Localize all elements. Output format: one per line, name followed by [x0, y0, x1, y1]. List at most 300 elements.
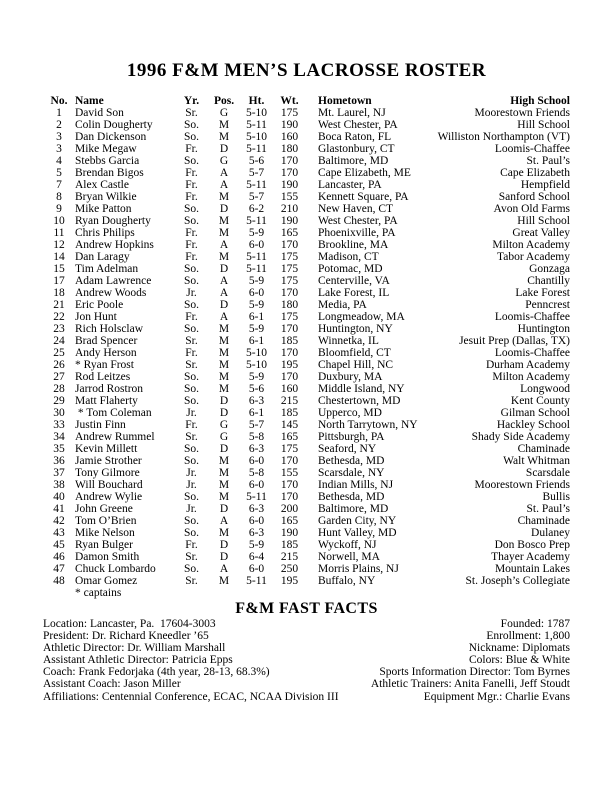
cell-no: 1 — [56, 107, 62, 119]
table-row — [43, 323, 570, 335]
cell-name: Will Bouchard — [75, 479, 143, 491]
cell-no: 17 — [53, 275, 65, 287]
cell-home: Chapel Hill, NC — [318, 359, 394, 371]
cell-name: Colin Dougherty — [75, 119, 153, 131]
cell-home: Longmeadow, MA — [318, 311, 405, 323]
cell-name: Damon Smith — [75, 551, 140, 563]
cell-yr: Sr. — [185, 335, 198, 347]
cell-name: Dan Laragy — [75, 251, 130, 263]
cell-pos: A — [219, 515, 229, 527]
table-row — [43, 539, 570, 551]
cell-hs: Loomis-Chaffee — [494, 311, 570, 323]
table-row — [43, 407, 570, 419]
cell-ht: 6-0 — [248, 515, 265, 527]
cell-name: Chris Philips — [75, 227, 135, 239]
cell-hs: Scarsdale — [525, 467, 570, 479]
table-row — [43, 563, 570, 575]
cell-yr: Sr. — [185, 107, 198, 119]
cell-pos: M — [218, 527, 230, 539]
cell-pos: M — [218, 335, 230, 347]
table-row — [43, 287, 570, 299]
cell-ht: 6-0 — [248, 287, 265, 299]
cell-no: 41 — [53, 503, 65, 515]
cell-no: 3 — [56, 131, 62, 143]
cell-no: 29 — [53, 395, 65, 407]
cell-home: Bethesda, MD — [318, 455, 385, 467]
cell-yr: So. — [183, 371, 200, 383]
cell-pos: A — [219, 275, 229, 287]
cell-wt: 155 — [280, 191, 299, 203]
cell-name: Tony Gilmore — [75, 467, 140, 479]
cell-yr: So. — [183, 119, 200, 131]
header-cell-pos: Pos. — [213, 95, 235, 107]
table-row — [43, 371, 570, 383]
cell-name: Andrew Woods — [75, 287, 147, 299]
cell-name: Rod Leitzes — [75, 371, 131, 383]
cell-ht: 5-6 — [248, 155, 265, 167]
cell-no: 48 — [53, 575, 65, 587]
cell-wt: 185 — [280, 407, 299, 419]
table-row — [43, 527, 570, 539]
cell-ht: 5-10 — [245, 347, 268, 359]
cell-name: Dan Dickenson — [75, 131, 147, 143]
table-row — [43, 335, 570, 347]
table-row — [43, 119, 570, 131]
cell-yr: Jr. — [186, 503, 197, 515]
cell-pos: A — [219, 179, 229, 191]
cell-wt: 185 — [280, 335, 299, 347]
cell-no: 42 — [53, 515, 65, 527]
table-header — [43, 95, 570, 107]
cell-yr: Sr. — [185, 431, 198, 443]
cell-wt: 200 — [280, 503, 299, 515]
cell-home: Winnetka, IL — [318, 335, 379, 347]
cell-wt: 175 — [280, 263, 299, 275]
cell-wt: 195 — [280, 359, 299, 371]
cell-yr: So. — [183, 263, 200, 275]
fast-facts-line — [43, 642, 570, 654]
cell-hs: Milton Academy — [492, 239, 570, 251]
cell-pos: M — [218, 215, 230, 227]
cell-no: 37 — [53, 467, 65, 479]
cell-pos: G — [219, 155, 229, 167]
cell-no: 26 — [53, 359, 65, 371]
cell-no: 23 — [53, 323, 65, 335]
table-row — [43, 263, 570, 275]
cell-yr: Sr. — [185, 575, 198, 587]
table-row — [43, 443, 570, 455]
cell-pos: A — [219, 239, 229, 251]
cell-no: 27 — [53, 371, 65, 383]
cell-hs: Great Valley — [512, 227, 570, 239]
cell-ht: 5-11 — [246, 263, 267, 275]
cell-pos: G — [219, 419, 229, 431]
cell-no: 9 — [56, 203, 62, 215]
cell-name: Andy Herson — [75, 347, 137, 359]
cell-pos: M — [218, 371, 230, 383]
cell-no: 47 — [53, 563, 65, 575]
cell-yr: So. — [183, 515, 200, 527]
table-row — [43, 251, 570, 263]
cell-wt: 170 — [280, 239, 299, 251]
cell-ht: 5-10 — [245, 107, 268, 119]
cell-hs: Hackley School — [496, 419, 570, 431]
cell-wt: 170 — [280, 287, 299, 299]
cell-ht: 5-11 — [246, 575, 267, 587]
cell-name: * Ryan Frost — [75, 359, 134, 371]
cell-no: 14 — [53, 251, 65, 263]
cell-name: Brendan Bigos — [75, 167, 144, 179]
cell-hs: Durham Academy — [486, 359, 570, 371]
cell-hs: Huntington — [517, 323, 570, 335]
cell-hs: Loomis-Chaffee — [494, 347, 570, 359]
cell-no: 28 — [53, 383, 65, 395]
fast-fact-right: Enrollment: 1,800 — [486, 630, 570, 643]
cell-pos: D — [219, 443, 229, 455]
captains-footnote: * captains — [75, 587, 122, 599]
cell-ht: 6-0 — [248, 479, 265, 491]
cell-pos: A — [219, 287, 229, 299]
cell-yr: Fr. — [185, 191, 198, 203]
fast-fact-right: Nickname: Diplomats — [468, 642, 570, 655]
header-cell-yr: Yr. — [183, 95, 200, 107]
cell-yr: So. — [183, 131, 200, 143]
cell-hs: Hill School — [517, 119, 570, 131]
cell-yr: Jr. — [186, 287, 197, 299]
cell-ht: 5-11 — [246, 215, 267, 227]
cell-ht: 5-11 — [246, 119, 267, 131]
cell-name: Ryan Dougherty — [75, 215, 151, 227]
cell-ht: 5-9 — [248, 275, 265, 287]
cell-hs: St. Joseph’s Collegiate — [465, 575, 570, 587]
cell-home: Middle Island, NY — [318, 383, 405, 395]
table-row — [43, 167, 570, 179]
cell-name: Justin Finn — [75, 419, 126, 431]
header-cell-ht: Ht. — [248, 95, 265, 107]
cell-ht: 5-11 — [246, 143, 267, 155]
cell-yr: Fr. — [185, 167, 198, 179]
cell-name: Bryan Wilkie — [75, 191, 137, 203]
cell-no: 10 — [53, 215, 65, 227]
cell-yr: Fr. — [185, 143, 198, 155]
cell-hs: Dulaney — [531, 527, 570, 539]
cell-hs: Kent County — [510, 395, 570, 407]
cell-hs: Williston Northampton (VT) — [437, 131, 570, 143]
cell-wt: 190 — [280, 527, 299, 539]
cell-no: 18 — [53, 287, 65, 299]
table-row — [43, 515, 570, 527]
cell-yr: Sr. — [185, 551, 198, 563]
cell-name: Andrew Rummel — [75, 431, 155, 443]
cell-yr: Fr. — [185, 239, 198, 251]
cell-home: Boca Raton, FL — [318, 131, 392, 143]
table-row — [43, 479, 570, 491]
cell-ht: 6-3 — [248, 527, 265, 539]
cell-home: Pittsburgh, PA — [318, 431, 385, 443]
cell-name: Stebbs Garcia — [75, 155, 140, 167]
cell-pos: D — [219, 143, 229, 155]
cell-wt: 190 — [280, 179, 299, 191]
cell-home: Scarsdale, NY — [318, 467, 385, 479]
cell-ht: 6-3 — [248, 395, 265, 407]
cell-ht: 5-7 — [248, 191, 265, 203]
cell-hs: Loomis-Chaffee — [494, 143, 570, 155]
cell-pos: M — [218, 383, 230, 395]
cell-hs: Tabor Academy — [497, 251, 570, 263]
cell-pos: M — [218, 347, 230, 359]
cell-yr: So. — [183, 203, 200, 215]
table-row — [43, 203, 570, 215]
cell-pos: G — [219, 431, 229, 443]
cell-pos: D — [219, 263, 229, 275]
cell-wt: 170 — [280, 455, 299, 467]
table-row — [43, 155, 570, 167]
fast-fact-right: Sports Information Director: Tom Byrnes — [379, 666, 570, 679]
cell-home: Huntington, NY — [318, 323, 393, 335]
fast-facts-line — [43, 666, 570, 678]
table-row — [43, 143, 570, 155]
cell-home: Cape Elizabeth, ME — [318, 167, 411, 179]
cell-home: Bethesda, MD — [318, 491, 385, 503]
fast-facts-line — [43, 654, 570, 666]
cell-hs: Shady Side Academy — [471, 431, 570, 443]
cell-wt: 155 — [280, 467, 299, 479]
cell-home: Chestertown, MD — [318, 395, 401, 407]
cell-no: 2 — [56, 119, 62, 131]
header-cell-no: No. — [50, 95, 68, 107]
cell-ht: 6-3 — [248, 503, 265, 515]
cell-ht: 5-9 — [248, 539, 265, 551]
page-title: 1996 F&M MEN’S LACROSSE ROSTER — [126, 60, 487, 81]
cell-ht: 5-7 — [248, 167, 265, 179]
fast-facts-line — [43, 691, 570, 703]
cell-ht: 5-10 — [245, 359, 268, 371]
cell-wt: 160 — [280, 131, 299, 143]
cell-ht: 5-9 — [248, 371, 265, 383]
cell-name: Adam Lawrence — [75, 275, 152, 287]
table-row — [43, 179, 570, 191]
cell-name: Kevin Millett — [75, 443, 138, 455]
cell-no: 45 — [53, 539, 65, 551]
cell-hs: Mountain Lakes — [494, 563, 570, 575]
fast-fact-right: Founded: 1787 — [500, 618, 570, 630]
cell-yr: So. — [183, 527, 200, 539]
fast-fact-right: Colors: Blue & White — [468, 654, 570, 667]
cell-home: Indian Mills, NJ — [318, 479, 394, 491]
cell-no: 43 — [53, 527, 65, 539]
cell-yr: So. — [183, 323, 200, 335]
cell-hs: Hempfield — [520, 179, 570, 191]
cell-wt: 170 — [280, 167, 299, 179]
cell-pos: D — [219, 407, 229, 419]
table-row — [43, 395, 570, 407]
cell-no: 21 — [53, 299, 65, 311]
cell-home: Baltimore, MD — [318, 155, 389, 167]
cell-ht: 6-3 — [248, 443, 265, 455]
cell-name: Andrew Wylie — [75, 491, 143, 503]
cell-no: 12 — [53, 239, 65, 251]
cell-yr: So. — [183, 395, 200, 407]
cell-yr: So. — [183, 155, 200, 167]
cell-name: Tom O’Brien — [75, 515, 137, 527]
cell-no: 30 — [53, 407, 65, 419]
table-row — [43, 455, 570, 467]
table-row — [43, 131, 570, 143]
cell-home: Lancaster, PA — [318, 179, 382, 191]
header-cell-wt: Wt. — [280, 95, 299, 107]
cell-ht: 5-8 — [248, 431, 265, 443]
cell-home: West Chester, PA — [318, 119, 398, 131]
cell-pos: M — [218, 455, 230, 467]
cell-hs: Milton Academy — [492, 371, 570, 383]
roster-table — [43, 95, 570, 599]
cell-wt: 175 — [280, 311, 299, 323]
cell-pos: M — [218, 131, 230, 143]
cell-hs: Cape Elizabeth — [500, 167, 570, 179]
cell-ht: 5-9 — [248, 227, 265, 239]
cell-home: Morris Plains, NJ — [318, 563, 399, 575]
table-row — [43, 491, 570, 503]
cell-yr: Fr. — [185, 419, 198, 431]
cell-wt: 180 — [280, 299, 299, 311]
cell-hs: Chaminade — [517, 443, 570, 455]
cell-yr: Fr. — [185, 227, 198, 239]
cell-no: 8 — [56, 191, 62, 203]
cell-pos: A — [219, 563, 229, 575]
cell-pos: A — [219, 311, 229, 323]
cell-no: 4 — [56, 155, 62, 167]
cell-home: Kennett Square, PA — [318, 191, 409, 203]
header-cell-hs: High School — [510, 95, 570, 107]
cell-hs: Don Bosco Prep — [494, 539, 570, 551]
cell-name: Mike Patton — [75, 203, 132, 215]
cell-wt: 165 — [280, 515, 299, 527]
table-row — [43, 107, 570, 119]
cell-pos: M — [218, 491, 230, 503]
cell-no: 33 — [53, 419, 65, 431]
cell-pos: D — [219, 299, 229, 311]
fast-facts-line — [43, 630, 570, 642]
cell-name: David Son — [75, 107, 124, 119]
cell-ht: 6-1 — [248, 407, 265, 419]
cell-no: 36 — [53, 455, 65, 467]
cell-home: Potomac, MD — [318, 263, 383, 275]
cell-ht: 6-4 — [248, 551, 265, 563]
cell-wt: 175 — [280, 443, 299, 455]
fast-fact-left: President: Dr. Richard Kneedler ’65 — [43, 630, 209, 643]
cell-wt: 175 — [280, 275, 299, 287]
cell-home: Mt. Laurel, NJ — [318, 107, 386, 119]
cell-name: * Tom Coleman — [75, 407, 152, 419]
table-row — [43, 227, 570, 239]
cell-hs: Hill School — [517, 215, 570, 227]
cell-yr: Fr. — [185, 311, 198, 323]
table-row — [43, 467, 570, 479]
cell-ht: 5-6 — [248, 383, 265, 395]
cell-wt: 190 — [280, 215, 299, 227]
cell-ht: 5-9 — [248, 323, 265, 335]
cell-no: 15 — [53, 263, 65, 275]
cell-wt: 215 — [280, 395, 299, 407]
cell-yr: Fr. — [185, 251, 198, 263]
cell-name: Alex Castle — [75, 179, 129, 191]
cell-pos: M — [218, 359, 230, 371]
cell-home: Norwell, MA — [318, 551, 380, 563]
fast-fact-left: Assistant Coach: Jason Miller — [43, 678, 181, 691]
cell-ht: 6-1 — [248, 311, 265, 323]
cell-yr: So. — [183, 299, 200, 311]
cell-wt: 170 — [280, 371, 299, 383]
cell-pos: M — [218, 251, 230, 263]
cell-home: Hunt Valley, MD — [318, 527, 397, 539]
cell-home: Media, PA — [318, 299, 367, 311]
cell-name: Tim Adelman — [75, 263, 139, 275]
fast-fact-left: Assistant Athletic Director: Patricia Epps — [43, 654, 233, 667]
cell-home: Duxbury, MA — [318, 371, 383, 383]
header-cell-home: Hometown — [318, 95, 372, 107]
cell-yr: So. — [183, 383, 200, 395]
cell-pos: A — [219, 167, 229, 179]
cell-ht: 5-7 — [248, 419, 265, 431]
cell-hs: Bullis — [542, 491, 570, 503]
cell-ht: 5-11 — [246, 251, 267, 263]
cell-home: Centerville, VA — [318, 275, 390, 287]
cell-name: Ryan Bulger — [75, 539, 133, 551]
cell-name: Brad Spencer — [75, 335, 138, 347]
cell-name: Jon Hunt — [75, 311, 117, 323]
cell-yr: Fr. — [185, 539, 198, 551]
cell-hs: St. Paul’s — [526, 503, 570, 515]
cell-pos: D — [219, 503, 229, 515]
cell-hs: Jesuit Prep (Dallas, TX) — [459, 335, 570, 347]
table-row — [43, 431, 570, 443]
table-row — [43, 191, 570, 203]
cell-yr: So. — [183, 443, 200, 455]
fast-fact-left: Location: Lancaster, Pa. 17604-3003 — [43, 618, 216, 630]
cell-no: 3 — [56, 143, 62, 155]
table-row — [43, 239, 570, 251]
cell-name: Chuck Lombardo — [75, 563, 156, 575]
fast-fact-right: Athletic Trainers: Anita Fanelli, Jeff Stoudt — [370, 678, 570, 691]
table-row — [43, 383, 570, 395]
cell-ht: 6-0 — [248, 563, 265, 575]
cell-yr: So. — [183, 563, 200, 575]
cell-name: Omar Gomez — [75, 575, 138, 587]
fast-facts-heading: F&M FAST FACTS — [235, 600, 378, 617]
table-row — [43, 311, 570, 323]
cell-no: 5 — [56, 167, 62, 179]
cell-hs: St. Paul’s — [526, 155, 570, 167]
cell-yr: So. — [183, 455, 200, 467]
cell-wt: 215 — [280, 551, 299, 563]
cell-wt: 170 — [280, 155, 299, 167]
cell-wt: 170 — [280, 323, 299, 335]
cell-yr: Jr. — [186, 407, 197, 419]
cell-yr: Jr. — [186, 479, 197, 491]
table-body — [43, 107, 570, 587]
cell-pos: M — [218, 191, 230, 203]
cell-pos: D — [219, 551, 229, 563]
cell-hs: Chaminade — [517, 515, 570, 527]
cell-hs: Gonzaga — [529, 263, 570, 275]
cell-home: Garden City, NY — [318, 515, 397, 527]
cell-hs: Penncrest — [525, 299, 570, 311]
cell-pos: M — [218, 119, 230, 131]
fast-facts-line — [43, 678, 570, 690]
cell-no: 22 — [53, 311, 65, 323]
cell-home: Seaford, NY — [318, 443, 377, 455]
cell-ht: 6-0 — [248, 455, 265, 467]
